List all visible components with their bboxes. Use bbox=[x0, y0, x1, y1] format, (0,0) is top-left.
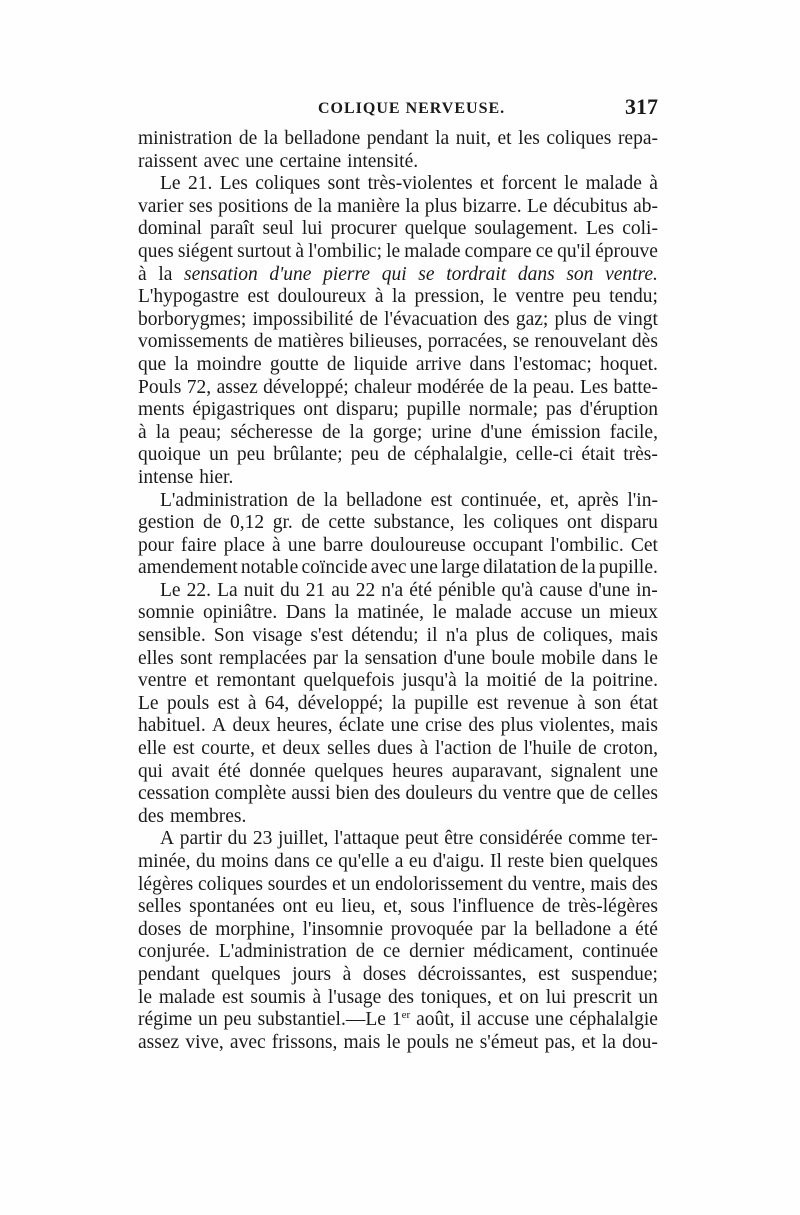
text-line: gestion de 0,12 gr. de cette substance, les coliques ont disparu bbox=[138, 512, 658, 534]
text-line: doses de morphine, l'insomnie provoquée par la belladone a été bbox=[138, 918, 658, 940]
text-line: elles sont remplacées par la sensation d'une boule mobile dans le bbox=[138, 647, 658, 669]
text-line: selles spontanées ont eu lieu, et, sous l'influence de très-légères bbox=[138, 896, 658, 918]
text-line: habituel. A deux heures, éclate une crise des plus violentes, mais bbox=[138, 715, 658, 737]
text-line: que la moindre goutte de liquide arrive dans l'estomac; hoquet. bbox=[138, 353, 658, 375]
text-line: raissent avec une certaine intensité. bbox=[138, 150, 419, 172]
text-line: varier ses positions de la manière la plus bizarre. Le décubitus ab- bbox=[138, 195, 658, 217]
text-line: légères coliques sourdes et un endolorissement du ventre, mais des bbox=[138, 873, 658, 895]
text-line: assez vive, avec frissons, mais le pouls ne s'émeut pas, et la dou- bbox=[138, 1031, 658, 1053]
text-line: à la peau; sécheresse de la gorge; urine d'une émission facile, bbox=[138, 421, 658, 443]
text-line: L'hypogastre est douloureux à la pression, le ventre peu tendu; bbox=[138, 286, 658, 308]
text-line: pour faire place à une barre douloureuse occupant l'ombilic. Cet bbox=[138, 534, 658, 556]
running-title: COLIQUE NERVEUSE. bbox=[318, 100, 506, 117]
text-line: L'administration de la belladone est continuée, et, après l'in- bbox=[160, 489, 658, 511]
text-line: Le 21. Les coliques sont très-violentes et forcent le malade à bbox=[160, 173, 658, 195]
text-line: amendement notable coïncide avec une large dilatation de la pupille. bbox=[138, 557, 658, 579]
text-line: somnie opiniâtre. Dans la matinée, le malade accuse un mieux bbox=[138, 602, 658, 624]
text-line: ques siégent surtout à l'ombilic; le malade compare ce qu'il éprouve bbox=[138, 240, 658, 262]
text-line: régime un peu substantiel.—Le 1er août, il accuse une céphalalgie bbox=[138, 1009, 658, 1031]
text-line: A partir du 23 juillet, l'attaque peut être considérée comme ter- bbox=[160, 828, 658, 850]
text-line: sensible. Son visage s'est détendu; il n'a plus de coliques, mais bbox=[138, 625, 658, 647]
text-line: ments épigastriques ont disparu; pupille normale; pas d'éruption bbox=[138, 399, 658, 421]
text-line: des membres. bbox=[138, 805, 247, 827]
body-text bbox=[138, 128, 658, 1054]
text-line: ministration de la belladone pendant la nuit, et les coliques repa- bbox=[138, 128, 658, 149]
text-line: qui avait été donnée quelques heures auparavant, signalent une bbox=[138, 760, 658, 782]
text-line: elle est courte, et deux selles dues à l'action de l'huile de croton, bbox=[138, 738, 658, 760]
text-line: borborygmes; impossibilité de l'évacuation des gaz; plus de vingt bbox=[138, 308, 658, 330]
text-line: à la sensation d'une pierre qui se tordrait dans son ventre. bbox=[138, 263, 658, 285]
text-line: Pouls 72, assez développé; chaleur modérée de la peau. Les batte- bbox=[138, 376, 658, 398]
page-number: 317 bbox=[625, 94, 658, 119]
text-line: pendant quelques jours à doses décroissantes, est suspendue; bbox=[138, 963, 658, 985]
text-line: conjurée. L'administration de ce dernier médicament, continuée bbox=[138, 941, 658, 963]
running-head bbox=[138, 96, 658, 126]
text-line: le malade est soumis à l'usage des toniques, et on lui prescrit un bbox=[138, 986, 658, 1008]
text-line: quoique un peu brûlante; peu de céphalalgie, celle-ci était très- bbox=[138, 444, 658, 466]
text-line: ventre et remontant quelquefois jusqu'à la moitié de la poitrine. bbox=[138, 670, 658, 692]
text-line: minée, du moins dans ce qu'elle a eu d'aigu. Il reste bien quelques bbox=[138, 851, 658, 872]
text-line: Le 22. La nuit du 21 au 22 n'a été pénible qu'à cause d'une in- bbox=[160, 579, 658, 601]
text-line: cessation complète aussi bien des douleurs du ventre que de celles bbox=[138, 783, 658, 805]
text-line: Le pouls est à 64, développé; la pupille est revenue à son état bbox=[138, 692, 658, 714]
text-line: dominal paraît seul lui procurer quelque soulagement. Les coli- bbox=[138, 218, 658, 240]
text-line: intense hier. bbox=[138, 466, 234, 488]
text-line: vomissements de matières bilieuses, porracées, se renouvelant dès bbox=[138, 331, 658, 353]
